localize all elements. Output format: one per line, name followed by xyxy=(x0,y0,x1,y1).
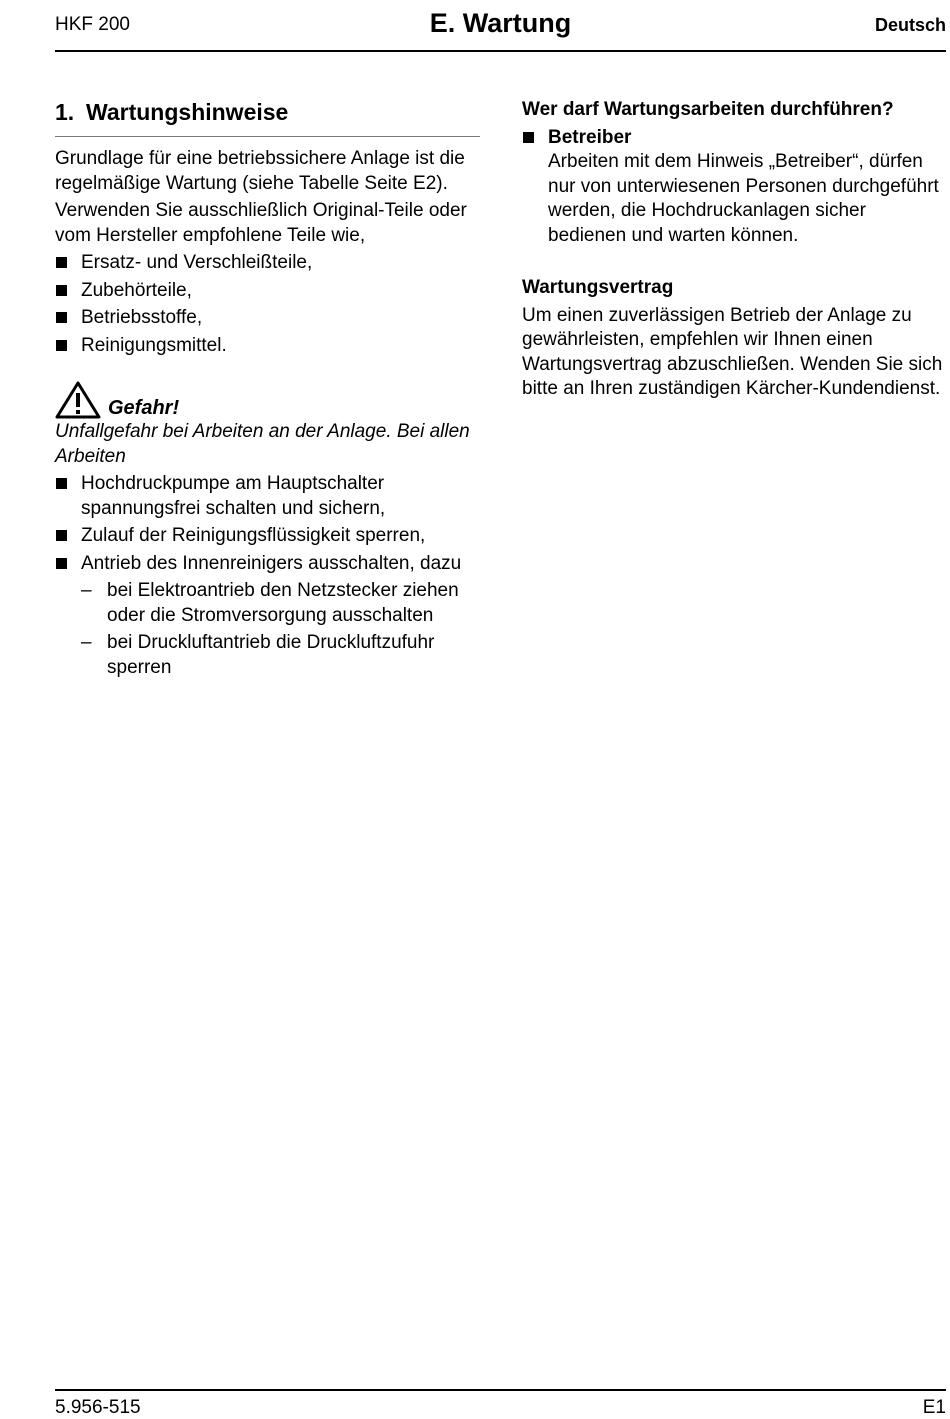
warning-triangle-icon xyxy=(55,380,101,420)
warning-steps-list xyxy=(55,472,480,680)
list-item xyxy=(522,126,947,249)
operator-list xyxy=(522,126,947,249)
list-item xyxy=(55,524,480,549)
operator-label: Betreiber xyxy=(548,126,632,148)
list-item-text: bei Druckluftantrieb die Druckluftzufuhr sperren xyxy=(107,632,435,678)
dash-bullet: – xyxy=(81,632,92,653)
section-heading xyxy=(55,96,480,137)
list-item xyxy=(81,579,480,628)
contract-text: Um einen zuverlässigen Betrieb der Anlage zu gewährleisten, empfehlen wir Ihnen einen Wartungsvertrag abzuschließen. Wenden Sie sich bitte an Ihren zuständigen Kärcher-Kundendienst. xyxy=(522,304,943,399)
parts-list xyxy=(55,251,480,358)
section-title: Wartungshinweise xyxy=(86,99,289,125)
square-bullet-icon xyxy=(56,312,67,323)
list-item-text: Zubehörteile, xyxy=(81,279,192,301)
page-footer xyxy=(55,1389,946,1418)
list-item-text: Reinigungsmittel. xyxy=(81,334,227,356)
page-number: E1 xyxy=(922,1397,946,1418)
warning-heading xyxy=(55,380,480,420)
list-item xyxy=(81,631,480,680)
left-column xyxy=(55,96,480,683)
dash-bullet: – xyxy=(81,580,92,601)
document-number: 5.956-515 xyxy=(55,1397,141,1418)
list-item-text: Antrieb des Innenreinigers ausschalten, dazu xyxy=(81,552,462,574)
intro-paragraph: Grundlage für eine betriebssichere Anlage ist die regelmäßige Wartung (siehe Tabelle Seite E2). xyxy=(55,148,465,194)
contract-heading: Wartungsvertrag xyxy=(522,277,674,298)
right-column xyxy=(522,96,947,402)
drive-substeps-list xyxy=(81,579,480,680)
square-bullet-icon xyxy=(56,257,67,268)
page-header xyxy=(55,8,946,52)
list-item xyxy=(55,306,480,331)
square-bullet-icon xyxy=(56,530,67,541)
section-number: 1. xyxy=(55,99,75,125)
square-bullet-icon xyxy=(56,285,67,296)
list-item xyxy=(55,552,480,681)
warning-title: Gefahr! xyxy=(108,397,180,419)
square-bullet-icon xyxy=(56,478,67,489)
header-chapter-title: E. Wartung xyxy=(429,8,572,38)
header-language: Deutsch xyxy=(874,15,946,35)
list-item xyxy=(55,334,480,359)
square-bullet-icon xyxy=(56,558,67,569)
square-bullet-icon xyxy=(523,132,534,143)
header-model: HKF 200 xyxy=(55,14,130,35)
warning-text: Unfallgefahr bei Arbeiten an der Anlage. Bei allen Arbeiten xyxy=(55,421,470,467)
list-item-text: Zulauf der Reinigungsflüssigkeit sperren, xyxy=(81,525,426,546)
who-heading: Wer darf Wartungsarbeiten durchführen? xyxy=(522,99,894,120)
contract-block xyxy=(522,276,947,402)
list-item xyxy=(55,279,480,304)
operator-text: Arbeiten mit dem Hinweis „Betreiber“, dürfen nur von unterwiesenen Personen durchgeführt werden, die Hochdruckanlagen sicher bedienen und warten können. xyxy=(548,151,939,246)
list-item-text: Betriebsstoffe, xyxy=(81,307,203,328)
list-item-text: bei Elektroantrieb den Netzstecker ziehen oder die Stromversorgung ausschalten xyxy=(107,580,459,626)
list-item xyxy=(55,251,480,276)
list-item xyxy=(55,472,480,521)
square-bullet-icon xyxy=(56,340,67,351)
list-item-text: Ersatz- und Verschleißteile, xyxy=(81,252,313,273)
list-item-text: Hochdruckpumpe am Hauptschalter spannungsfrei schalten und sichern, xyxy=(81,473,386,519)
parts-intro-paragraph: Verwenden Sie ausschließlich Original-Teile oder vom Hersteller empfohlene Teile wie, xyxy=(55,200,467,246)
